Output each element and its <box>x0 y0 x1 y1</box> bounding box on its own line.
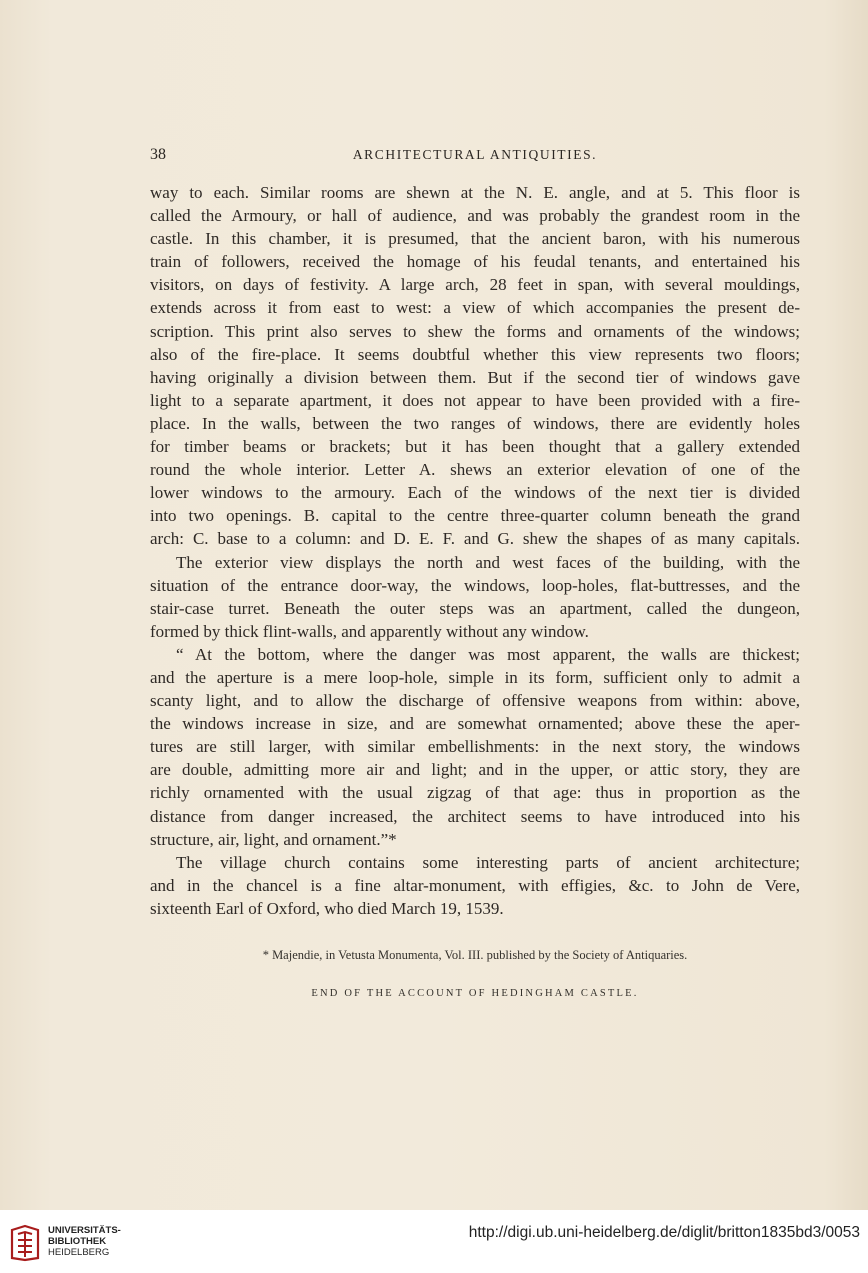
footnote: * Majendie, in Vetusta Monumenta, Vol. III. published by the Society of Antiquaries. <box>262 948 688 962</box>
library-name <box>48 1225 121 1258</box>
text-line: for timber beams or brackets; but it has been thought that a gallery extended <box>150 437 800 457</box>
text-line: richly ornamented with the usual zigzag of that age: thus in proportion as the <box>150 783 800 803</box>
text-line: stair-case turret. Beneath the outer steps was an apartment, called the dungeon, <box>150 598 800 618</box>
body-text <box>150 181 800 920</box>
page-number: 38 <box>150 146 166 163</box>
footer-bar <box>0 1210 868 1273</box>
text-line: visitors, on days of festivity. A large arch, 28 feet in span, with several mouldings, <box>150 275 800 295</box>
running-title: ARCHITECTURAL ANTIQUITIES. <box>352 147 598 162</box>
text-line: called the Armoury, or hall of audience, and was probably the grandest room in the <box>150 206 800 226</box>
text-line: the windows increase in size, and are somewhat ornamented; above these the aper- <box>150 714 800 734</box>
text-line: are double, admitting more air and light; and in the upper, or attic story, they are <box>150 760 800 780</box>
source-url-link[interactable]: http://digi.ub.uni-heidelberg.de/diglit/britton1835bd3/0053 <box>468 1224 860 1241</box>
text-line: and in the chancel is a fine altar-monument, with effigies, &c. to John de Vere, <box>150 875 800 895</box>
text-line: “ At the bottom, where the danger was most apparent, the walls are thickest; <box>176 644 800 664</box>
library-emblem-icon <box>10 1224 40 1262</box>
text-line: formed by thick flint-walls, and apparently without any window. <box>150 621 589 641</box>
text-line: castle. In this chamber, it is presumed, that the ancient baron, with his numerous <box>150 229 800 249</box>
text-line: round the whole interior. Letter A. shews an exterior elevation of one of the <box>150 460 800 480</box>
running-head <box>150 146 800 166</box>
text-line: and the aperture is a mere loop-hole, simple in its form, sufficient only to admit a <box>150 667 800 687</box>
text-line: situation of the entrance door-way, the windows, loop-holes, flat-buttresses, and the <box>150 575 800 595</box>
text-line: place. In the walls, between the two ranges of windows, there are evidently holes <box>150 413 800 433</box>
text-line: having originally a division between them. But if the second tier of windows gave <box>150 367 800 387</box>
text-line: lower windows to the armoury. Each of the windows of the next tier is divided <box>150 483 800 503</box>
text-line: also of the fire-place. It seems doubtful whether this view represents two floors; <box>150 344 800 364</box>
text-line: arch: C. base to a column: and D. E. F. and G. shew the shapes of as many capitals. <box>150 529 800 549</box>
text-line: into two openings. B. capital to the centre three-quarter column beneath the grand <box>150 506 800 526</box>
text-line: structure, air, light, and ornament.”* <box>150 829 397 849</box>
library-name-line: BIBLIOTHEK <box>48 1236 107 1247</box>
text-line: sixteenth Earl of Oxford, who died March 19, 1539. <box>150 898 504 918</box>
library-logo[interactable] <box>10 1222 120 1266</box>
text-line: The exterior view displays the north and west faces of the building, with the <box>176 552 800 572</box>
library-name-line: UNIVERSITÄTS- <box>48 1225 121 1236</box>
text-line: distance from danger increased, the architect seems to have introduced into his <box>150 806 800 826</box>
library-name-line: HEIDELBERG <box>48 1247 110 1258</box>
text-line: scanty light, and to allow the discharge of offensive weapons from within: above, <box>150 691 800 711</box>
end-note: END OF THE ACCOUNT OF HEDINGHAM CASTLE. <box>311 988 639 999</box>
text-line: scription. This print also serves to shew the forms and ornaments of the windows; <box>150 321 800 341</box>
text-line: light to a separate apartment, it does not appear to have been provided with a fire- <box>150 390 800 410</box>
text-line: The village church contains some interesting parts of ancient architecture; <box>176 852 800 872</box>
text-line: way to each. Similar rooms are shewn at the N. E. angle, and at 5. This floor is <box>150 183 800 202</box>
text-line: extends across it from east to west: a view of which accompanies the present de- <box>150 298 800 318</box>
text-line: train of followers, received the homage of his feudal tenants, and entertained his <box>150 252 800 272</box>
text-line: tures are still larger, with similar embellishments: in the next story, the windows <box>150 737 800 757</box>
